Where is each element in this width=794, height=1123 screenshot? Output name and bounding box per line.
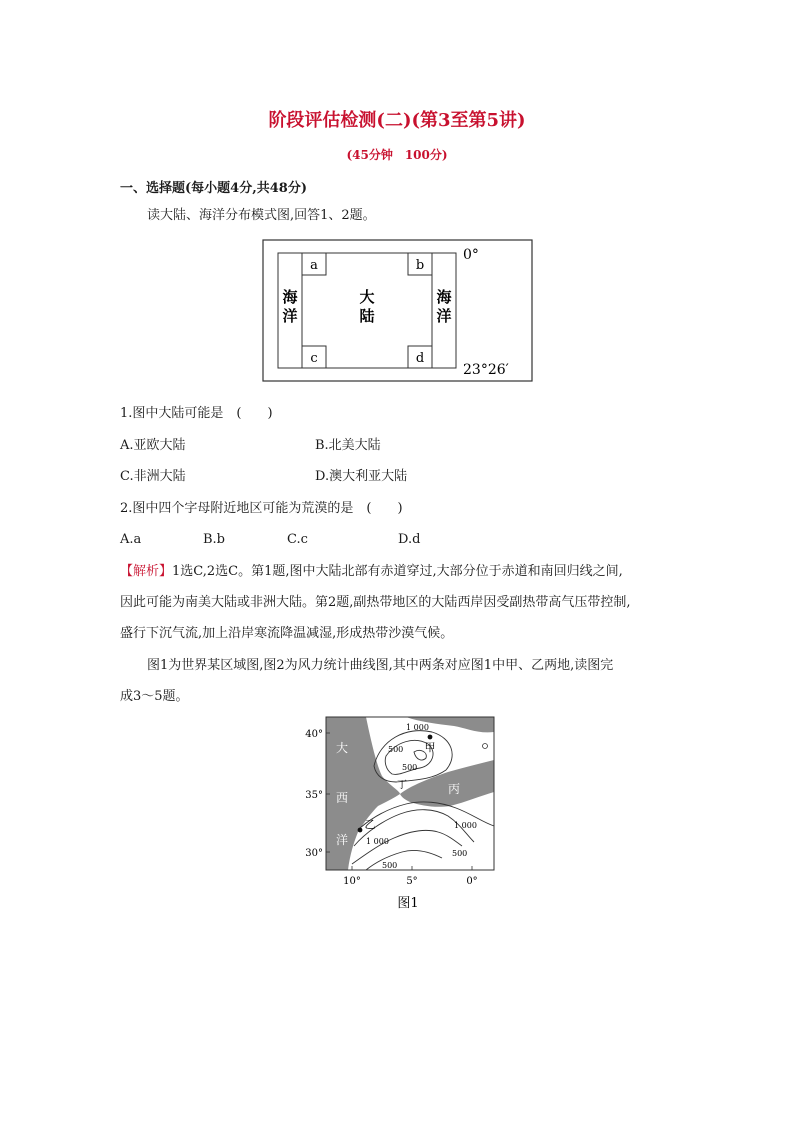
corner-label-c: c <box>310 351 318 366</box>
contour-label-3: 500 <box>402 763 418 772</box>
question-1-option-c: C.非洲大陆 <box>120 469 186 484</box>
map-caption: 图1 <box>397 896 419 911</box>
lat-label-30: 30° <box>305 848 323 859</box>
ocean-left-char-1: 海 <box>282 288 298 306</box>
place-jia-label: 甲 <box>424 741 436 754</box>
question-1-option-b: B.北美大陆 <box>315 438 381 453</box>
latitude-label-bottom: 23°26′ <box>463 362 509 378</box>
lon-label-5: 5° <box>406 876 418 887</box>
question-2-stem: 2.图中四个字母附近地区可能为荒漠的是 ( ) <box>120 501 403 516</box>
lon-label-0: 0° <box>466 876 478 887</box>
corner-label-a: a <box>310 258 318 273</box>
section-heading: 一、选择题(每小题4分,共48分) <box>120 181 307 196</box>
question-2-option-c: C.c <box>287 532 308 547</box>
latitude-label-top: 0° <box>463 247 479 263</box>
analysis-line-2: 因此可能为南美大陆或非洲大陆。第2题,副热带地区的大陆西岸因受副热带高气压带控制, <box>120 595 631 610</box>
analysis-text-1: 1选C,2选C。第1题,图中大陆北部有赤道穿过,大部分位于赤道和南回归线之间, <box>172 564 623 579</box>
continent-ocean-diagram <box>262 239 534 383</box>
question-1-option-a: A.亚欧大陆 <box>120 438 186 453</box>
ocean-char-1: 大 <box>335 741 349 755</box>
ocean-right-char-1: 海 <box>436 288 452 306</box>
place-yi-label: 乙 <box>364 818 376 831</box>
intro-paragraph: 读大陆、海洋分布模式图,回答1、2题。 <box>147 208 376 223</box>
lon-label-10: 10° <box>343 876 361 887</box>
corner-label-d: d <box>415 351 425 366</box>
continent-char-1: 大 <box>359 288 375 306</box>
question-2-option-d: D.d <box>398 532 421 547</box>
intro2-line-1: 图1为世界某区域图,图2为风力统计曲线图,其中两条对应图1中甲、乙两地,读图完 <box>147 658 614 673</box>
region-map <box>296 716 502 912</box>
page-subtitle: (45分钟 100分) <box>346 148 448 162</box>
continent-char-2: 陆 <box>359 307 375 325</box>
ocean-left-char-2: 洋 <box>282 307 298 325</box>
lat-label-35: 35° <box>305 790 323 801</box>
sea-label: 丙 <box>447 782 461 796</box>
analysis-line-3: 盛行下沉气流,加上沿岸寒流降温减湿,形成热带沙漠气候。 <box>120 626 454 641</box>
ocean-char-3: 洋 <box>335 833 349 847</box>
analysis-line-1 <box>120 563 623 581</box>
contour-label-2: 500 <box>388 745 404 754</box>
intro2-line-2: 成3～5题。 <box>120 689 189 704</box>
question-1-stem: 1.图中大陆可能是 ( ) <box>120 406 273 421</box>
ocean-right-char-2: 洋 <box>436 307 452 325</box>
question-1-option-d: D.澳大利亚大陆 <box>315 469 408 484</box>
contour-label-6: 500 <box>382 861 398 870</box>
contour-label-1: 1 000 <box>406 723 429 732</box>
ocean-char-2: 西 <box>335 791 349 805</box>
strait-label: 丁 <box>397 780 407 791</box>
contour-label-4: 1 000 <box>366 837 389 846</box>
lat-label-40: 40° <box>305 729 323 740</box>
page-title: 阶段评估检测(二)(第3至第5讲) <box>268 110 526 131</box>
place-yi-dot <box>358 828 363 833</box>
question-2-option-b: B.b <box>203 532 226 547</box>
corner-label-b: b <box>415 258 425 273</box>
question-2-option-a: A.a <box>120 532 142 547</box>
analysis-tag: 【解析】 <box>120 564 173 579</box>
contour-label-7: 500 <box>452 849 468 858</box>
contour-label-5: 1 000 <box>454 821 477 830</box>
place-jia-dot <box>428 735 433 740</box>
